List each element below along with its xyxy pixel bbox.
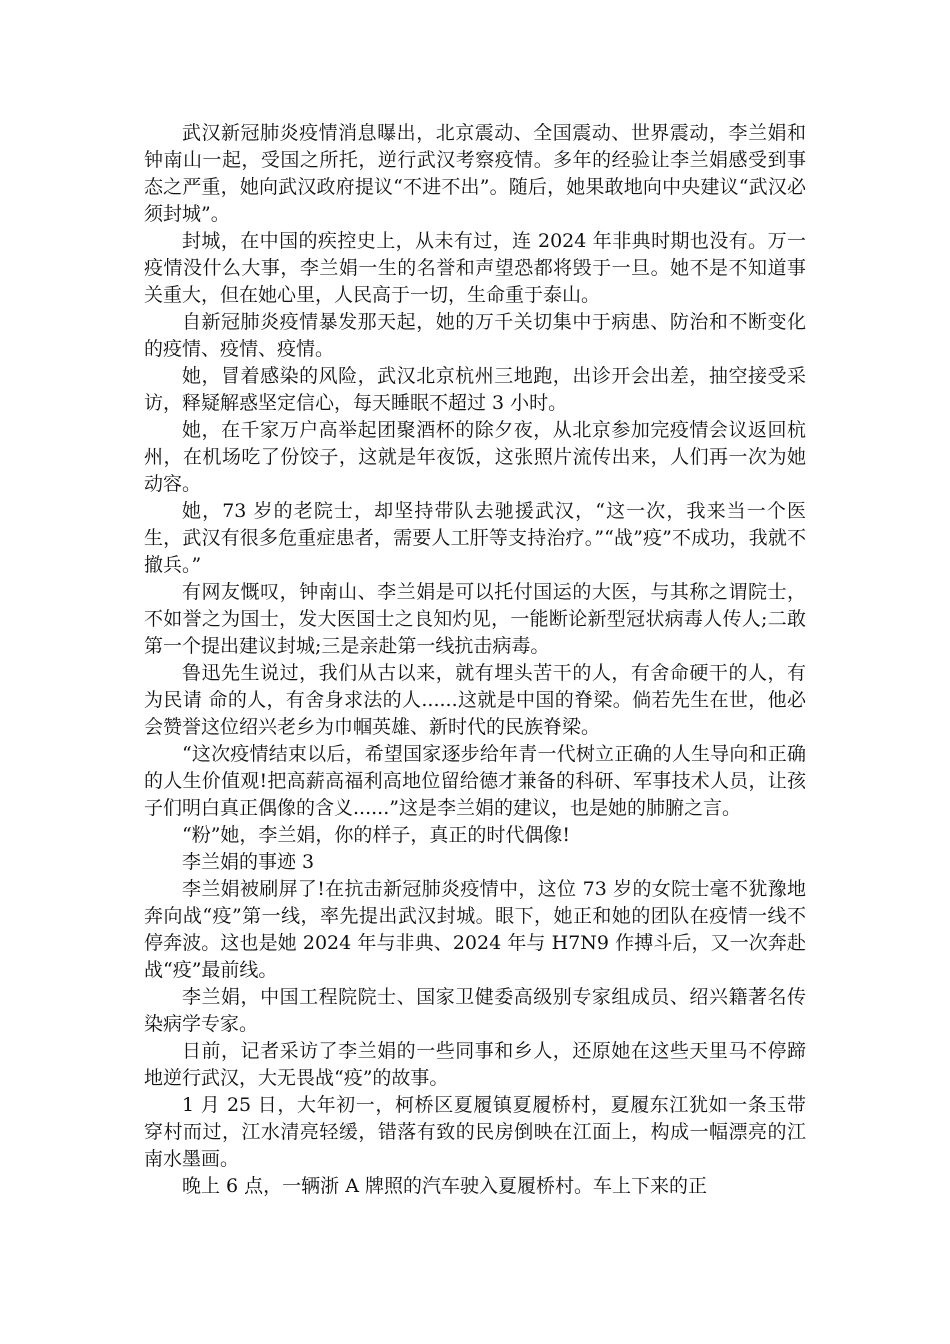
paragraph: 鲁迅先生说过，我们从古以来，就有埋头苦干的人，有舍命硬干的人，有为民请 命的人，有舍身求法的人......这就是中国的脊梁。倘若先生在世，他必会赞誉这位绍兴老乡为巾帼英雄、新时代的民族脊梁。 xyxy=(144,662,806,738)
paragraph: 她，在千家万户高举起团聚酒杯的除夕夜，从北京参加完疫情会议返回杭州，在机场吃了份饺子，这就是年夜饭，这张照片流传出来，人们再一次为她动容。 xyxy=(144,419,806,495)
paragraph: 武汉新冠肺炎疫情消息曝出，北京震动、全国震动、世界震动，李兰娟和钟南山一起，受国之所托，逆行武汉考察疫情。多年的经验让李兰娟感受到事态之严重，她向武汉政府提议“不进不出”。随后，她果敢地向中央建议“武汉必须封城”。 xyxy=(144,122,806,225)
document-body xyxy=(144,120,806,1200)
paragraph: 李兰娟被刷屏了!在抗击新冠肺炎疫情中，这位 73 岁的女院士毫不犹豫地奔向战“疫”第一线，率先提出武汉封城。眼下，她正和她的团队在疫情一线不停奔波。这也是她 2024 年与非典、2024 年与 H7N9 作搏斗后，又一次奔赴战“疫”最前线。 xyxy=(144,878,806,981)
paragraph: 日前，记者采访了李兰娟的一些同事和乡人，还原她在这些天里马不停蹄地逆行武汉，大无畏战“疫”的故事。 xyxy=(144,1040,806,1089)
paragraph: 有网友慨叹，钟南山、李兰娟是可以托付国运的大医，与其称之谓院士，不如誉之为国士，发大医国士之良知灼见，一能断论新型冠状病毒人传人;二敢第一个提出建议封城;三是亲赴第一线抗击病毒。 xyxy=(144,581,806,657)
paragraph: 自新冠肺炎疫情暴发那天起，她的万千关切集中于病患、防治和不断变化的疫情、疫情、疫情。 xyxy=(144,311,806,360)
paragraph: “粉”她，李兰娟，你的样子，真正的时代偶像! xyxy=(182,824,571,846)
paragraph: 她，冒着感染的风险，武汉北京杭州三地跑，出诊开会出差，抽空接受采访，释疑解惑坚定信心，每天睡眠不超过 3 小时。 xyxy=(144,365,806,414)
paragraph: 封城，在中国的疾控史上，从未有过，连 2024 年非典时期也没有。万一疫情没什么大事，李兰娟一生的名誉和声望恐都将毁于一旦。她不是不知道事关重大，但在她心里，人民高于一切，生命重于泰山。 xyxy=(144,230,806,306)
section-heading: 李兰娟的事迹 3 xyxy=(182,851,315,873)
paragraph: 晚上 6 点，一辆浙 A 牌照的汽车驶入夏履桥村。车上下来的正 xyxy=(182,1175,707,1197)
paragraph: “这次疫情结束以后，希望国家逐步给年青一代树立正确的人生导向和正确的人生价值观!把高薪高福利高地位留给德才兼备的科研、军事技术人员，让孩子们明白真正偶像的含义......”这是李兰娟的建议，也是她的肺腑之言。 xyxy=(144,743,806,819)
paragraph: 她，73 岁的老院士，却坚持带队去驰援武汉，“这一次，我来当一个医生，武汉有很多危重症患者，需要人工肝等支持治疗。”“战”疫”不成功，我就不撤兵。” xyxy=(144,500,806,576)
paragraph: 1 月 25 日，大年初一，柯桥区夏履镇夏履桥村，夏履东江犹如一条玉带穿村而过，江水清亮轻缓，错落有致的民房倒映在江面上，构成一幅漂亮的江南水墨画。 xyxy=(144,1094,806,1170)
paragraph: 李兰娟，中国工程院院士、国家卫健委高级别专家组成员、绍兴籍著名传染病学专家。 xyxy=(144,986,806,1035)
